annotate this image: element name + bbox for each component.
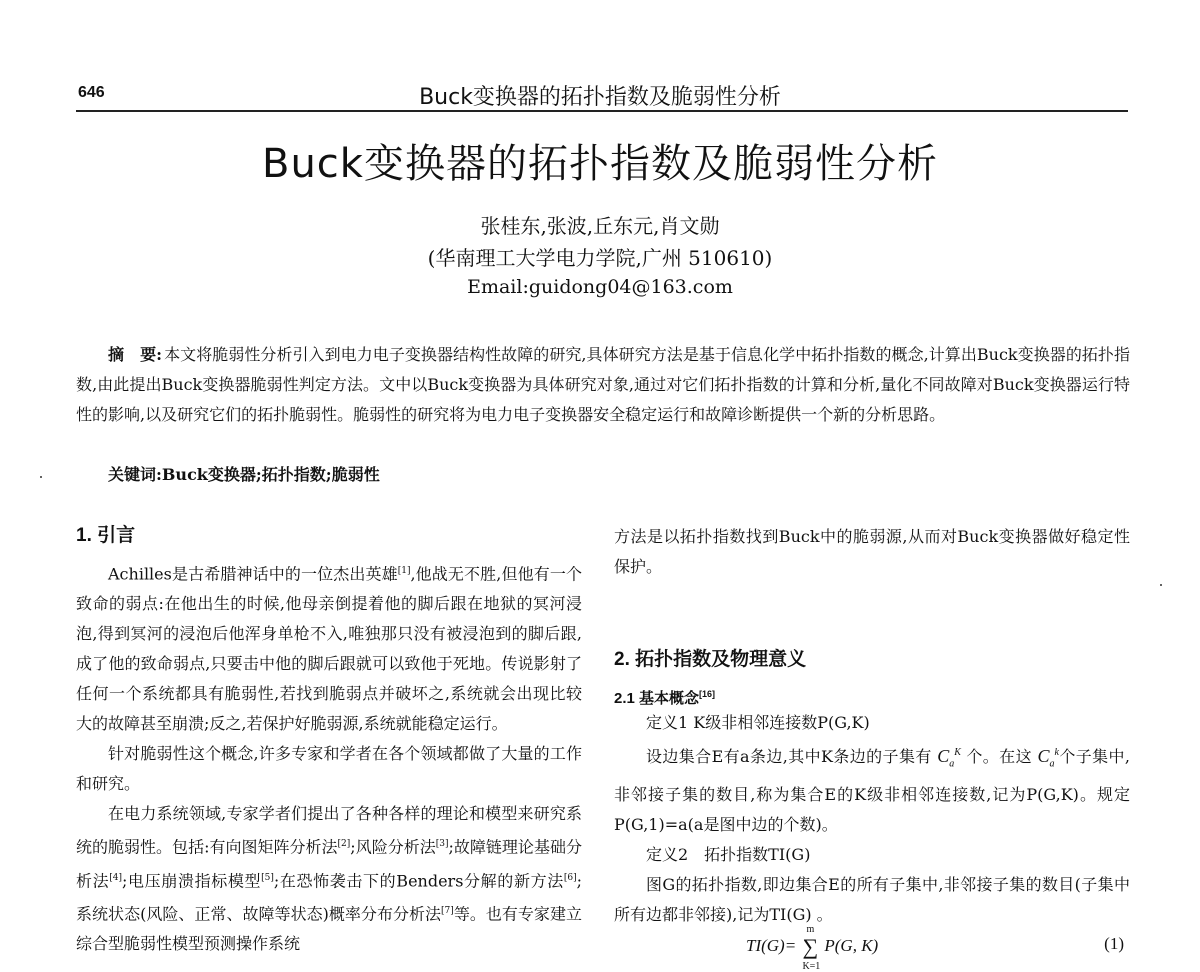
summation-symbol: ∑ m K=1	[802, 923, 821, 972]
section-heading-topological-index: 2. 拓扑指数及物理意义	[614, 649, 807, 670]
citation: [3]	[435, 839, 449, 850]
citation: [6]	[563, 872, 577, 883]
citation: [4]	[109, 872, 123, 883]
citation: [16]	[699, 689, 716, 699]
running-title: Buck变换器的拓扑指数及脆弱性分析	[419, 85, 781, 110]
intro-p3-text: ;电压崩溃指标模型	[122, 870, 262, 890]
intro-p3-text: ; 系统状态(风险、正常、故障等状态)概率分布分析法	[76, 870, 582, 924]
subsection-heading-basic-concepts	[614, 680, 1130, 708]
column-gap	[614, 582, 1130, 646]
paper-title: Buck变换器的拓扑指数及脆弱性分析	[262, 141, 938, 187]
intro-paragraph-3	[76, 799, 582, 959]
intro-p3-text: ;在恐怖袭击下的Benders分解的新方法	[273, 870, 564, 890]
combo-sup: K	[954, 747, 961, 758]
subsection-title: 2.1 基本概念	[614, 690, 700, 707]
intro-p3-text: 等。也有专家建立综合型脆弱性模型预测操作系统	[76, 904, 582, 954]
definition-1-heading: 定义1 K级非相邻连接数P(G,K)	[646, 713, 870, 732]
combo-sub: a	[1049, 758, 1055, 770]
intro-p1-text-b: ,他战无不胜,但他有一个致命的弱点:在他出生的时候,他母亲倒提着他的脚后跟在地狱的冥河浸泡,得到冥河的浸泡后他浑身单枪不入,唯独那只没有被浸泡到的脚后跟,成了他的致命弱点,只要击中他的脚后跟就可以致他于死地。传说影射了任何一个系统都具有脆弱性,若找到脆弱点并破坏之,系统就会出现比较大的故障甚至崩溃;反之,若保护好脆弱源,系统就能稳定运行。	[76, 564, 582, 734]
equation-rhs: P(G, K)	[824, 935, 879, 955]
intro-p1-text-a: Achilles是古希腊神话中的一位杰出英雄	[108, 564, 398, 584]
definition-2-heading: 定义2 拓扑指数TI(G)	[646, 844, 811, 864]
combo-sub: a	[949, 758, 955, 770]
equation-number: (1)	[1104, 933, 1124, 953]
definition-1-text	[614, 738, 1130, 840]
citation: [2]	[337, 839, 351, 850]
def1-text-c: 个子集中,非邻接子集的数目,称为集合E的K级非相邻连接数,记为P(G,K)。规定P(G,1)=a(a是图中边的个数)。	[614, 747, 1130, 834]
citation: [1]	[397, 566, 411, 576]
combination-symbol	[937, 746, 961, 770]
abstract	[76, 340, 1130, 430]
citation: [5]	[261, 872, 274, 883]
continued-paragraph: 方法是以拓扑指数找到Buck中的脆弱源,从而对Buck变换器做好稳定性保护。	[614, 527, 1130, 576]
combo-base: C	[1037, 746, 1050, 766]
affiliation: (华南理工大学电力学院,广州 510610)	[427, 246, 773, 270]
definition-2-text: 图G的拓扑指数,即边集合E的所有子集中,非邻接子集的数目(子集中所有边都非邻接),记为TI(G) 。	[614, 874, 1130, 924]
intro-paragraph-1	[76, 556, 582, 739]
equation-lhs: TI(G)=	[746, 935, 797, 955]
combo-base: C	[937, 746, 950, 766]
left-column	[76, 522, 582, 959]
scan-dot	[40, 476, 42, 478]
def1-text-b: 个。在这	[966, 747, 1032, 766]
equation-body	[746, 923, 879, 972]
citation: [7]	[441, 905, 454, 916]
equation-1	[614, 923, 1130, 972]
page-number: 646	[78, 84, 105, 101]
header-rule	[76, 110, 1128, 112]
intro-p3-text: ;风险分析法	[350, 837, 436, 857]
scan-dot	[1160, 584, 1162, 586]
sum-upper-limit: m	[806, 923, 815, 935]
intro-paragraph-2: 针对脆弱性这个概念,许多专家和学者在各个领域都做了大量的工作和研究。	[76, 744, 582, 794]
intro-p3-text: 在电力系统领域,专家学者们提出了各种各样的理论和模型来研究系统的脆弱性。包括:有向图矩阵分析法	[76, 804, 582, 857]
email: Email:guidong04@163.com	[467, 276, 733, 298]
intro-p3-text: ;故障链理论基础分析法	[76, 837, 582, 890]
abstract-text: 本文将脆弱性分析引入到电力电子变换器结构性故障的研究,具体研究方法是基于信息化学中拓扑指数的概念,计算出Buck变换器的拓扑指数,由此提出Buck变换器脆弱性判定方法。文中以Buck变换器为具体研究对象,通过对它们拓扑指数的计算和分析,量化不同故障对Buck变换器运行特性的影响,以及研究它们的拓扑脆弱性。脆弱性的研究将为电力电子变换器安全稳定运行和故障诊断提供一个新的分析思路。	[76, 345, 1130, 424]
combo-sup: k	[1054, 747, 1059, 758]
def1-text-a: 设边集合E有a条边,其中K条边的子集有	[646, 747, 932, 766]
abstract-label: 摘 要:	[108, 345, 163, 364]
combination-symbol	[1037, 746, 1059, 770]
right-column	[614, 522, 1130, 970]
keywords: 关键词:Buck变换器;拓扑指数;脆弱性	[108, 465, 380, 484]
sum-lower-limit: K=1	[802, 960, 821, 972]
authors: 张桂东,张波,丘东元,肖文勋	[480, 214, 720, 238]
section-heading-introduction: 1. 引言	[76, 525, 136, 546]
